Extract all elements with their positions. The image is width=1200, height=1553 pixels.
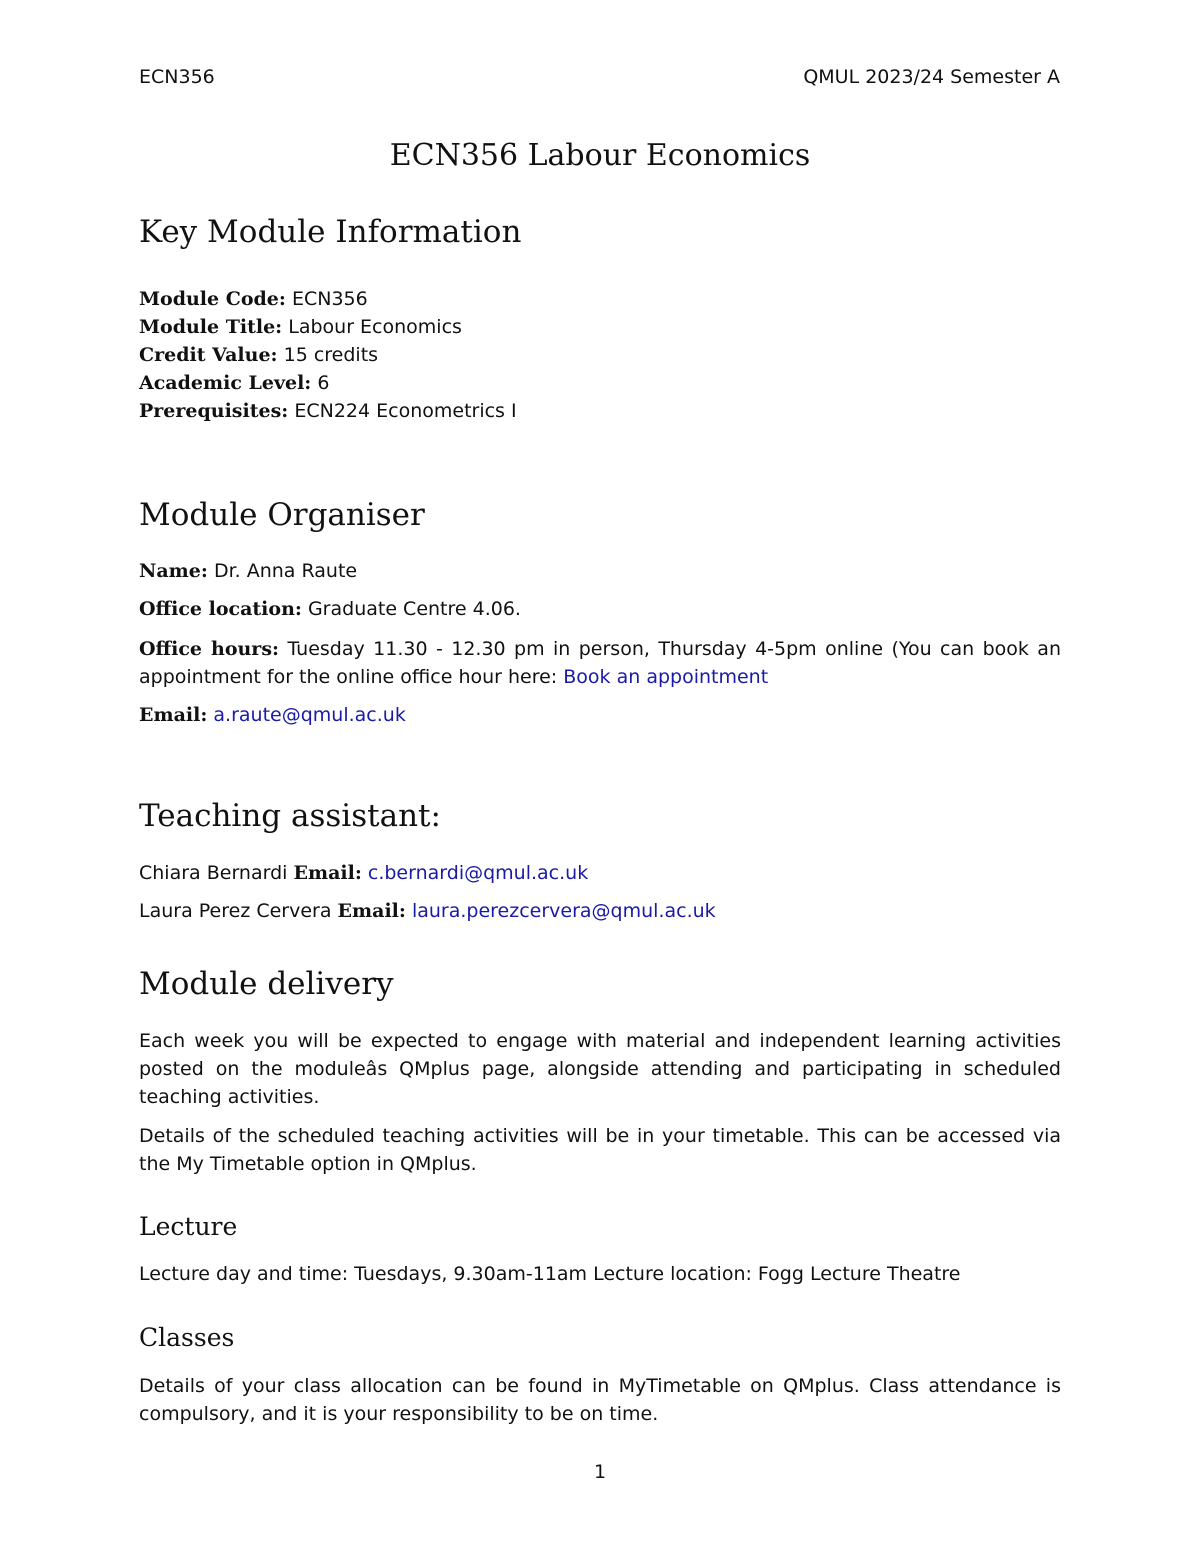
key-info-heading: Key Module Information <box>139 214 522 250</box>
lecture-heading: Lecture <box>139 1212 238 1241</box>
running-header <box>139 66 1060 96</box>
field-value: Dr. Anna Raute <box>213 560 358 582</box>
teaching-assistant-heading: Teaching assistant: <box>139 798 441 834</box>
ta-email-link[interactable]: laura.perezcervera@qmul.ac.uk <box>411 900 716 922</box>
delivery-paragraph-1: Each week you will be expected to engage with material and independent learning activities posted on the moduleâs QMplus page, alongside attending and participating in scheduled teaching activities. <box>139 1030 1061 1108</box>
field-value: 6 <box>317 372 330 394</box>
organiser-office-hours <box>139 635 1061 691</box>
classes-paragraph: Details of your class allocation can be found in MyTimetable on QMplus. Class attendance is compulsory, and it is your responsibility to be on time. <box>139 1375 1061 1425</box>
lecture-details: Lecture day and time: Tuesdays, 9.30am-11am Lecture location: Fogg Lecture Theatre <box>139 1263 961 1285</box>
field-label: Office location: <box>139 598 302 620</box>
field-label: Module Title: <box>139 316 283 338</box>
classes-heading: Classes <box>139 1323 235 1352</box>
key-info-credit-value <box>139 344 378 366</box>
field-label: Email: <box>337 900 406 922</box>
field-value: Labour Economics <box>288 316 462 338</box>
ta-name: Chiara Bernardi <box>139 862 288 884</box>
ta-name: Laura Perez Cervera <box>139 900 332 922</box>
teaching-assistant-entry <box>139 862 588 884</box>
teaching-assistant-entry <box>139 900 716 922</box>
field-value: Tuesday 11.30 - 12.30 pm in person, Thursday 4-5pm online (You can book an appointment for the online office hour here: <box>139 638 1061 688</box>
header-module-code: ECN356 <box>139 66 215 88</box>
field-label: Prerequisites: <box>139 400 289 422</box>
key-info-module-title <box>139 316 462 338</box>
book-appointment-link[interactable]: Book an appointment <box>563 666 769 688</box>
field-label: Office hours: <box>139 638 280 660</box>
key-info-module-code <box>139 288 368 310</box>
module-delivery-heading: Module delivery <box>139 966 394 1002</box>
organiser-heading: Module Organiser <box>139 497 425 533</box>
page-number: 1 <box>593 1461 607 1483</box>
ta-email-link[interactable]: c.bernardi@qmul.ac.uk <box>367 862 589 884</box>
field-label: Academic Level: <box>139 372 312 394</box>
delivery-paragraph-2: Details of the scheduled teaching activities will be in your timetable. This can be accessed via the My Timetable option in QMplus. <box>139 1125 1061 1175</box>
key-info-prerequisites <box>139 400 517 422</box>
field-label: Email: <box>293 862 362 884</box>
field-value: Graduate Centre 4.06. <box>307 598 521 620</box>
document-title: ECN356 Labour Economics <box>389 138 811 173</box>
field-label: Name: <box>139 560 208 582</box>
organiser-email-link[interactable]: a.raute@qmul.ac.uk <box>213 704 406 726</box>
organiser-email <box>139 704 406 726</box>
organiser-office-location <box>139 598 521 620</box>
field-label: Email: <box>139 704 208 726</box>
field-label: Module Code: <box>139 288 286 310</box>
field-value: ECN356 <box>291 288 368 310</box>
field-value: 15 credits <box>283 344 379 366</box>
key-info-academic-level <box>139 372 329 394</box>
field-label: Credit Value: <box>139 344 278 366</box>
header-semester: QMUL 2023/24 Semester A <box>803 66 1060 88</box>
field-value: ECN224 Econometrics I <box>294 400 517 422</box>
organiser-name <box>139 560 357 582</box>
